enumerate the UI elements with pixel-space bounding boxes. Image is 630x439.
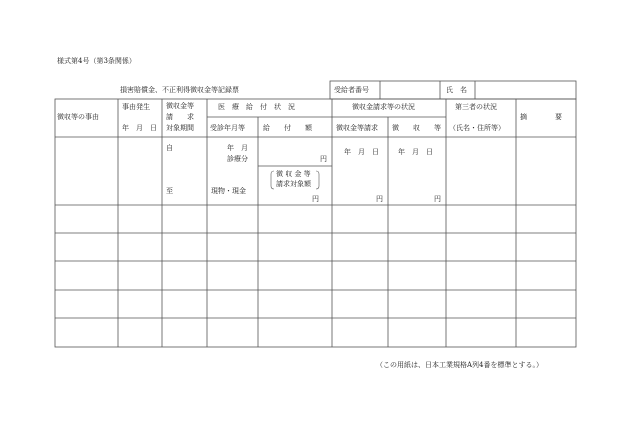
- header-occurrence-date: 年 月 日: [122, 124, 157, 132]
- claim-date: 年 月 日: [344, 148, 379, 156]
- header-visit-month: 受診年月等: [210, 124, 245, 132]
- period-to: 至: [166, 187, 173, 195]
- header-third-party-sub: （氏名・住所等）: [449, 124, 505, 132]
- header-occurrence: 事由発生: [122, 103, 150, 111]
- header-claim-target: 徴収金等: [166, 102, 194, 110]
- footnote: （この用紙は、日本工業規格A列4番を標準とする。）: [376, 361, 544, 369]
- bracket-label: 徴 収 金 等: [276, 170, 311, 178]
- form-number: 様式第4号（第3条関係）: [57, 57, 136, 65]
- claim-target-yen: 円: [312, 195, 319, 203]
- visit-year-month: 年 月: [227, 144, 248, 152]
- claim-yen: 円: [376, 195, 383, 203]
- header-third-party: 第三者の状況: [455, 103, 497, 111]
- header-collection-received: 徴 収 等: [392, 124, 441, 132]
- goods-cash: 現物・現金: [211, 187, 246, 195]
- benefit-yen: 円: [320, 155, 327, 163]
- header-reason: 徴収等の事由: [57, 113, 99, 121]
- received-date: 年 月 日: [398, 148, 433, 156]
- name-label: 氏 名: [446, 86, 467, 94]
- header-benefit-amount: 給 付 額: [263, 124, 312, 132]
- header-collection-claim: 徴収金等請求: [336, 124, 378, 132]
- bracket-label-2: 請求対象額: [276, 180, 311, 188]
- header-remarks: 摘 要: [520, 113, 562, 121]
- header-medical: 医 療 給 付 状 況: [218, 103, 295, 111]
- received-yen: 円: [434, 195, 441, 203]
- visit-period: 診療分: [227, 155, 248, 163]
- header-claim-target-3: 対象期間: [166, 124, 194, 132]
- record-title: 損害賠償金、不正利得徴収金等記録票: [120, 86, 239, 94]
- period-from: 自: [166, 144, 173, 152]
- recipient-number-label: 受給者番号: [334, 86, 369, 94]
- header-collection-status: 徴収金請求等の状況: [352, 103, 415, 111]
- header-claim-target-2: 請 求: [166, 113, 194, 121]
